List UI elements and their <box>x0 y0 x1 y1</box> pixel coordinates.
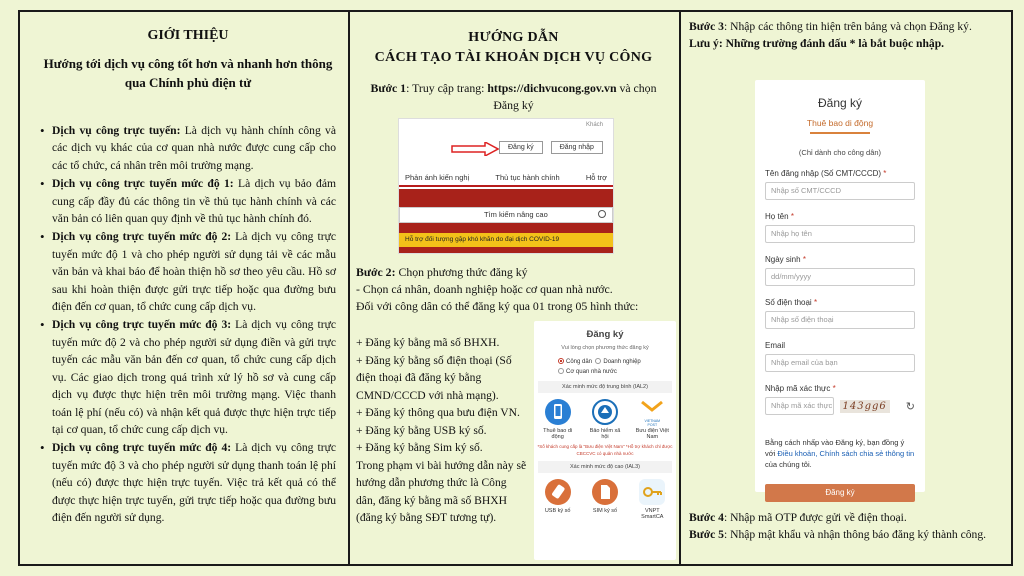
vnpt-smartca-label: VNPT SmartCA <box>641 508 664 520</box>
step1-body: : Truy cập trang: <box>406 81 488 95</box>
nav-item-feedback[interactable]: Phản ánh kiến nghị <box>405 173 470 182</box>
phone-icon <box>545 399 571 425</box>
radio-citizen[interactable] <box>558 358 564 364</box>
ial3-section: Xác minh mức độ cao (IAL3) <box>538 461 672 473</box>
guide-column <box>350 12 681 564</box>
terms-text <box>765 437 915 470</box>
required-mark: * <box>883 169 887 178</box>
refresh-icon[interactable]: ↻ <box>905 400 915 413</box>
advanced-search-input[interactable] <box>399 207 613 223</box>
brochure-frame <box>18 10 1013 566</box>
usb-signature-label: USB ký số <box>544 508 571 514</box>
required-mark: * <box>802 255 806 264</box>
step1-label: Bước 1 <box>370 81 407 95</box>
step1-tail: và chọn Đăng ký <box>493 81 657 112</box>
captcha-image: 143gg6 <box>840 400 890 413</box>
list-item <box>40 228 336 315</box>
step3-label: Bước 3 <box>689 20 724 33</box>
method-screenshot <box>534 321 676 560</box>
step5-label: Bước 5 <box>689 528 724 541</box>
intro-column <box>20 12 350 564</box>
terms-link[interactable]: Điều khoản, Chính sách chia sẻ thông tin <box>777 449 915 458</box>
terms-prefix: Bằng cách nhấp vào Đăng ký, bạn đồng ý với <box>765 438 905 458</box>
guide-title <box>356 28 671 68</box>
step4-body: : Nhập mã OTP được gửi về điện thoại. <box>723 511 907 524</box>
captcha-label <box>765 384 915 393</box>
definition-text: Là dịch vụ bảo đảm cung cấp đầy đủ các thông tin về thủ tục hành chính và các văn bản có liên quan quy định về thủ tục hành chính đó. <box>52 177 336 226</box>
step3-body: : Nhập các thông tin hiện trên bảng và chọn Đăng ký. <box>723 20 972 33</box>
register-button[interactable]: Đăng ký <box>499 141 543 154</box>
required-mark: * <box>813 298 818 307</box>
step2-line2: - Chọn cá nhân, doanh nghiệp hoặc cơ quan nhà nước. <box>356 282 613 296</box>
required-mark: * <box>790 212 794 221</box>
option-post: + Đăng ký thông qua bưu điện VN. <box>356 406 520 419</box>
portal-nav <box>399 173 613 187</box>
step2-line3: Đối với công dân có thể đăng ký qua 01 trong 05 hình thức: <box>356 299 639 313</box>
ial2-options <box>534 399 676 440</box>
definition-text: Là dịch vụ công trực tuyến mức độ 1 và cho phép người sử dụng tải về các mẫu văn bản và khai báo để hoàn thiện hồ sơ theo yêu cầu. Hồ sơ sau khi hoàn thiện được gửi trực tiếp hoặc qua đường bưu điện đến cơ quan, tổ chức cung cấp dịch vụ. <box>52 230 336 314</box>
vietnam-post-icon <box>639 399 665 425</box>
radio-government[interactable] <box>558 368 564 374</box>
list-item <box>40 316 336 438</box>
step2-body: Chọn phương thức đăng ký <box>395 265 528 279</box>
definition-text: Là dịch vụ công trực tuyến mức độ 2 và cho phép người sử dụng điền và gửi trực tuyến các mẫu văn bản đến cơ quan, tổ chức cung cấp dịch vụ. Các giao dịch trong quá trình xử lý hồ sơ và cung cấp dịch vụ được thực hiện trên môi trường mạng. Việc thanh toán lệ phí (nếu có) và nhận kết quả được thực hiện trực tiếp tại cơ quan, tổ chức cung cấp dịch vụ. <box>52 318 336 436</box>
guide-title-line1: HƯỚNG DẪN <box>468 30 559 45</box>
smartca-key-icon <box>639 479 665 505</box>
nav-item-procedures[interactable]: Thủ tục hành chính <box>495 173 560 182</box>
intro-title: GIỚI THIỆU <box>147 28 229 43</box>
nav-item-support[interactable]: Hỗ trợ <box>585 173 607 182</box>
username-label <box>765 169 915 178</box>
social-insurance-label: Bảo hiểm xã hội <box>589 428 621 440</box>
form-title: Đăng ký <box>817 96 863 110</box>
method-title: Đăng ký <box>586 329 624 340</box>
option-usb: + Đăng ký bằng USB ký số. <box>356 423 487 437</box>
option-sim: + Đăng ký bằng Sim ký số. <box>356 441 483 454</box>
search-icon[interactable] <box>598 210 606 218</box>
citizen-only-note: (Chỉ dành cho công dân) <box>798 148 882 157</box>
covid-support-banner[interactable]: Hỗ trợ đối tượng gặp khó khăn do đại dịch COVID-19 <box>399 233 613 247</box>
guide-title-line2: CÁCH TẠO TÀI KHOẢN DỊCH VỤ CÔNG <box>374 50 653 65</box>
definition-term: Dịch vụ công trực tuyến mức độ 2: <box>52 230 232 244</box>
birthdate-input[interactable]: dd/mm/yyyy <box>765 268 915 286</box>
email-label-text: Email <box>765 341 786 350</box>
final-steps <box>689 509 986 543</box>
radio-government-label: Cơ quan nhà nước <box>566 369 617 375</box>
step3-text <box>689 18 1003 35</box>
arrow-right-icon <box>451 142 499 156</box>
terms-suffix: của chúng tôi. <box>765 460 812 469</box>
active-tab-indicator <box>810 132 870 134</box>
captcha-row <box>765 397 915 415</box>
tab-mobile-subscriber[interactable]: Thuê bao di động <box>806 118 874 128</box>
portal-screenshot <box>398 118 614 254</box>
ial3-options <box>534 479 676 520</box>
vietnam-post-option[interactable] <box>633 399 671 440</box>
radio-business-label: Doanh nghiệp <box>603 359 641 365</box>
phone-input[interactable]: Nhập số điện thoại <box>765 311 915 329</box>
bhxh-logo-icon <box>592 399 618 425</box>
usb-icon <box>545 479 571 505</box>
mobile-subscriber-label: Thuê bao di động <box>543 428 573 440</box>
captcha-input[interactable]: Nhập mã xác thực <box>765 397 834 415</box>
vietnam-post-wordmark: VIETNAM POST <box>644 419 661 427</box>
step2-label: Bước 2: <box>356 265 396 279</box>
required-note: Lưu ý: Những trường đánh dấu * là bắt buộc nhập. <box>689 37 945 50</box>
definition-text: Là dịch vụ công trực tuyến mức độ 3 và cho phép người sử dụng thanh toán lệ phí (nếu có) được thực hiện trực tuyến. Việc trả kết quả có thể được thực hiện trực tuyến, gửi trực tiếp hoặc qua đường bưu điện đến người sử dụng. <box>52 441 336 524</box>
list-item <box>40 122 336 174</box>
method-subtitle: Vui lòng chọn phương thức đăng ký <box>561 345 649 351</box>
birthdate-label-text: Ngày sinh <box>765 255 801 264</box>
radio-citizen-label: Công dân <box>566 359 593 365</box>
post-note: *Số khách cung cấp là "Bưu điện Việt Nam" *Hỗ trợ khách chỉ được CBCCVC có quản nhà nước <box>537 444 673 456</box>
register-form <box>755 80 925 497</box>
radio-business[interactable] <box>595 358 601 364</box>
step4-label: Bước 4 <box>689 511 724 524</box>
email-input[interactable]: Nhập email của bạn <box>765 354 915 372</box>
fullname-label <box>765 212 915 221</box>
sim-signature-label: SIM ký số <box>592 508 618 514</box>
username-label-text: Tên đăng nhập (Số CMT/CCCD) <box>765 169 882 178</box>
guest-label: Khách <box>585 122 603 128</box>
definition-list <box>40 122 336 526</box>
form-column <box>681 12 1011 564</box>
intro-subtitle: Hướng tới dịch vụ công tốt hơn và nhanh hơn thông qua Chính phủ điện tử <box>43 56 333 90</box>
step1-text <box>356 80 671 114</box>
usb-signature-option[interactable] <box>539 479 577 520</box>
sim-card-icon <box>592 479 618 505</box>
required-mark: * <box>832 384 836 393</box>
auth-buttons <box>499 141 603 154</box>
phone-label-text: Số điện thoại <box>765 298 812 307</box>
register-submit-button[interactable]: Đăng ký <box>765 484 915 502</box>
birthdate-label <box>765 255 915 264</box>
mobile-subscriber-option[interactable] <box>539 399 577 440</box>
fullname-label-text: Họ tên <box>765 212 789 221</box>
username-input[interactable]: Nhập số CMT/CCCD <box>765 182 915 200</box>
portal-url: https://dichvucong.gov.vn <box>487 81 617 95</box>
option-phone: + Đăng ký bằng số điện thoại (Số điện thoại đã đăng ký bằng CMND/CCCD với nhà mạng). <box>356 353 512 402</box>
option-bhxh: + Đăng ký bằng mã số BHXH. <box>356 336 500 349</box>
step4-text <box>689 509 986 526</box>
account-type-radios <box>558 357 676 377</box>
step5-text <box>689 526 986 543</box>
social-insurance-option[interactable] <box>586 399 624 440</box>
definition-term: Dịch vụ công trực tuyến: <box>52 124 181 137</box>
sim-signature-option[interactable] <box>586 479 624 520</box>
phone-label <box>765 298 915 307</box>
ial2-section: Xác minh mức độ trung bình (IAL2) <box>538 381 672 393</box>
definition-term: Dịch vụ công trực tuyến mức độ 1: <box>52 177 234 191</box>
vietnam-post-label: Bưu điện Việt Nam <box>635 428 669 440</box>
definition-text: Là dịch vụ hành chính công và các dịch vụ khác của cơ quan nhà nước được cung cấp cho các tổ chức, cá nhân trên môi trường mạng. <box>52 124 336 172</box>
vnpt-smartca-option[interactable] <box>633 479 671 520</box>
definition-term: Dịch vụ công trực tuyến mức độ 4: <box>52 441 232 455</box>
email-label <box>765 341 915 350</box>
definition-term: Dịch vụ công trực tuyến mức độ 3: <box>52 318 232 332</box>
search-placeholder: Tìm kiếm nâng cao <box>484 210 548 219</box>
options-note: Trong phạm vi bài hướng dẫn này sẽ hướng dẫn phương thức là Công dân, đăng ký bằng mã số BHXH (đăng ký bằng SĐT tương tự). <box>356 458 527 524</box>
step2-text <box>356 264 674 315</box>
step5-body: : Nhập mật khẩu và nhận thông báo đăng ký thành công. <box>723 528 987 541</box>
list-item <box>40 175 336 227</box>
captcha-label-text: Nhập mã xác thực <box>765 384 831 393</box>
login-button[interactable]: Đăng nhập <box>551 141 603 154</box>
fullname-input[interactable]: Nhập họ tên <box>765 225 915 243</box>
registration-options <box>356 334 528 527</box>
list-item <box>40 439 336 526</box>
